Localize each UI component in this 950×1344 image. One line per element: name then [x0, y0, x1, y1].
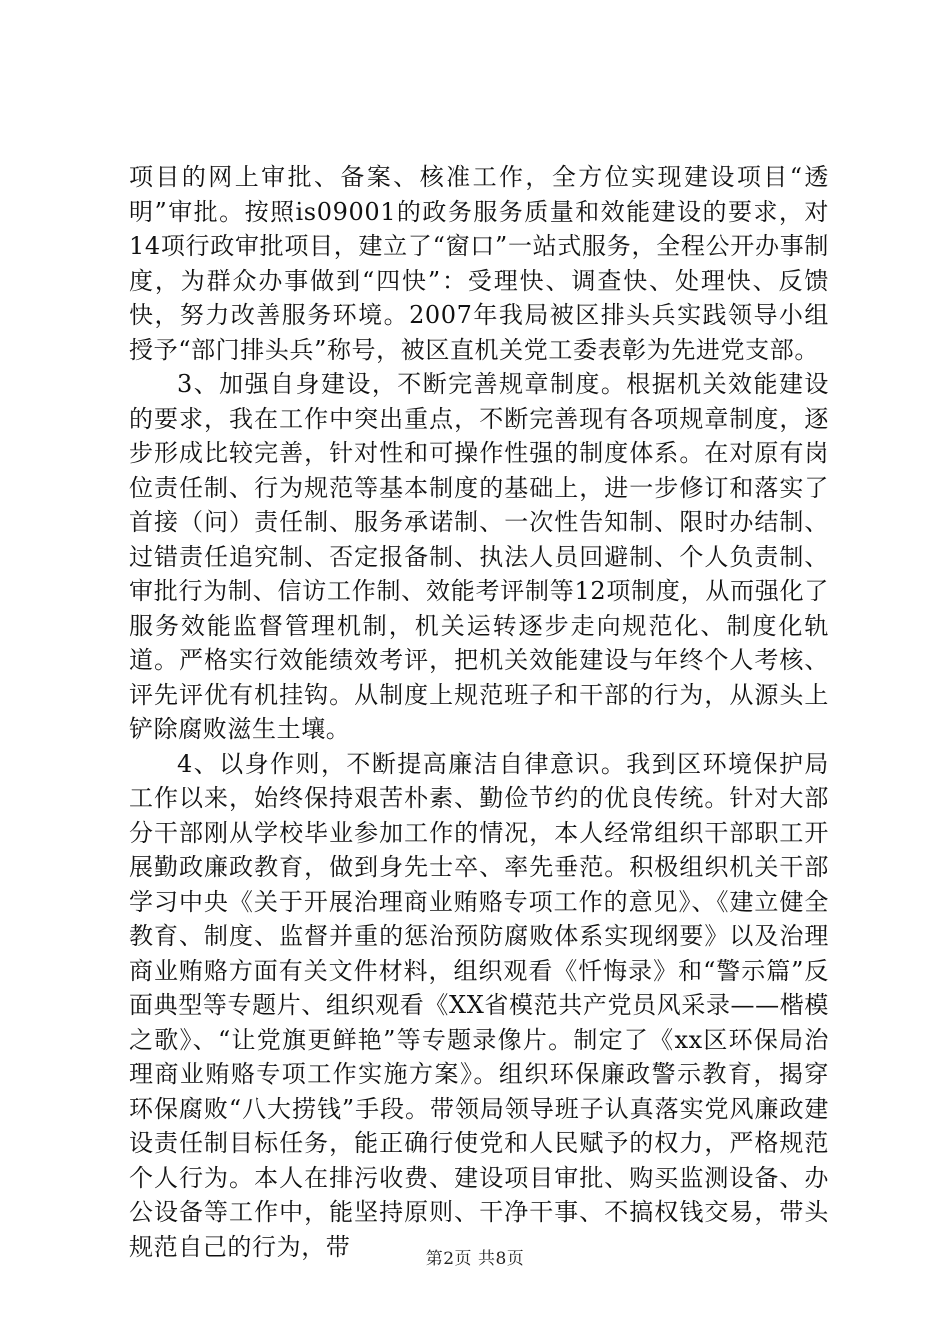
paragraph-approval-service: 项目的网上审批、备案、核准工作，全方位实现建设项目“透明”审批。按照is09001的政务服务质量和效能建设的要求，对14项行政审批项目，建立了“窗口”一站式服务，全程公开办事制度，为群众办事做到“四快”：受理快、调查快、处理快、反馈快，努力改善服务环境。2007年我局被区排头兵实践领导小组授予“部门排头兵”称号，被区直机关党工委表彰为先进党支部。: [129, 163, 829, 364]
paragraph-rules-system: 3、加强自身建设，不断完善规章制度。根据机关效能建设的要求，我在工作中突出重点，不断完善现有各项规章制度，逐步形成比较完善，针对性和可操作性强的制度体系。在对原有岗位责任制、行为规范等基本制度的基础上，进一步修订和落实了首接（问）责任制、服务承诺制、一次性告知制、限时办结制、过错责任追究制、否定报备制、执法人员回避制、个人负责制、审批行为制、信访工作制、效能考评制等12项制度，从而强化了服务效能监督管理机制，机关运转逐步走向规范化、制度化轨道。严格实行效能绩效考评，把机关效能建设与年终个人考核、评先评优有机挂钩。从制度上规范班子和干部的行为，从源头上铲除腐败滋生土壤。: [129, 370, 829, 743]
paragraph-integrity: 4、以身作则，不断提高廉洁自律意识。我到区环境保护局工作以来，始终保持艰苦朴素、勤俭节约的优良传统。针对大部分干部刚从学校毕业参加工作的情况，本人经常组织干部职工开展勤政廉政教育，做到身先士卒、率先垂范。积极组织机关干部学习中央《关于开展治理商业贿赂专项工作的意见》、《建立健全教育、制度、监督并重的惩治预防腐败体系实现纲要》以及治理商业贿赂方面有关文件材料，组织观看《忏悔录》和“警示篇”反面典型等专题片、组织观看《XX省模范共产党员风采录——楷模之歌》、“让党旗更鲜艳”等专题录像片。制定了《xx区环保局治理商业贿赂专项工作实施方案》。组织环保廉政警示教育，揭穿环保腐败“八大捞钱”手段。带领局领导班子认真落实党风廉政建设责任制目标任务，能正确行使党和人民赋予的权力，严格规范个人行为。本人在排污收费、建设项目审批、购买监测设备、办公设备等工作中，能坚持原则、干净干事、不搞权钱交易，带头规范自己的行为，带: [129, 749, 829, 1261]
page-number-footer: 第2页 共8页: [425, 1249, 525, 1269]
document-body: [129, 160, 829, 1264]
